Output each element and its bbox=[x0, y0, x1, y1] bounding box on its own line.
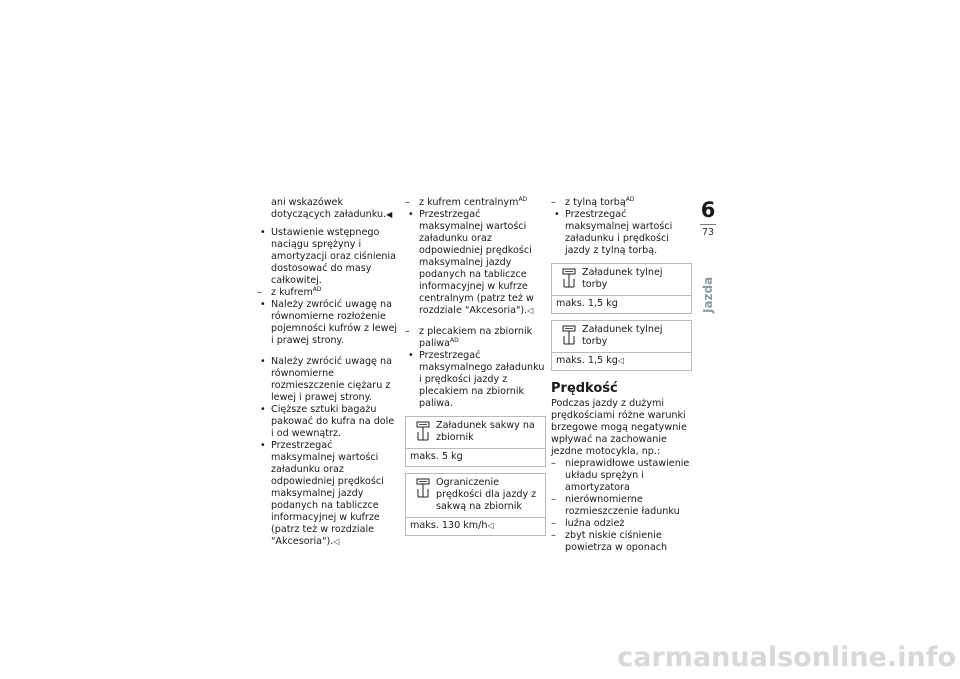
list-item: • Przestrzegać maksymalnej wartości załadunku oraz odpowiedniej prędkości maksymalnej jazdy podanych na tabliczce informacyjnej w kufrze centralnym (patrz też w rozdziale "Akcesoria").◁ bbox=[408, 209, 534, 316]
chapter-tab bbox=[697, 197, 719, 238]
list-item: – z tylną torbą$^{AD}$ bbox=[551, 195, 635, 208]
bullet-icon: • bbox=[260, 227, 266, 238]
bullet-icon: • bbox=[260, 440, 266, 451]
spec-box-value: maks. 1,5 kg◁ bbox=[552, 352, 691, 370]
bullet-icon: • bbox=[260, 299, 266, 310]
column-3 bbox=[551, 197, 692, 554]
dash-icon: – bbox=[551, 494, 556, 505]
dash-icon: – bbox=[551, 518, 556, 529]
watermark: carmanualsonline.info bbox=[617, 642, 956, 673]
divider bbox=[700, 224, 716, 225]
dash-icon: – bbox=[405, 197, 410, 208]
page-number: 73 bbox=[701, 227, 715, 238]
end-mark-icon: ◀ bbox=[386, 210, 393, 219]
weight-icon bbox=[415, 421, 431, 443]
list-item: • Ustawienie wstępnego naciągu sprężyny i amortyzacji oraz ciśnienia dostosować do masy całkowitej. bbox=[260, 227, 397, 286]
list-item: – nierównomierne rozmieszczenie ładunku bbox=[551, 494, 680, 517]
section-label bbox=[700, 245, 716, 315]
spec-box-title: Ograniczenie prędkości dla jazdy z sakwą na zbiornik bbox=[406, 474, 545, 517]
weight-icon bbox=[561, 325, 577, 347]
bullet-icon: • bbox=[260, 404, 266, 415]
weight-icon bbox=[415, 478, 431, 500]
end-mark-open-icon: ◁ bbox=[487, 521, 494, 530]
weight-icon bbox=[561, 268, 577, 290]
dash-icon: – bbox=[551, 458, 556, 469]
bullet-icon: • bbox=[408, 350, 414, 361]
dash-icon: – bbox=[257, 287, 262, 298]
list-item: – luźna odzież bbox=[551, 518, 625, 529]
list-item: – z kufrem centralnym$^{AD}$ bbox=[405, 195, 528, 208]
list-item: • Cięższe sztuki bagażu pakować do kufra na dole i od wewnątrz. bbox=[260, 404, 395, 439]
list-item: • Przestrzegać maksymalnej wartości załadunku i prędkości jazdy z tylną torbą. bbox=[554, 209, 673, 256]
list-item: • Przestrzegać maksymalnego załadunku i prędkości jazdy z plecakiem na zbiornik paliwa. bbox=[408, 350, 545, 409]
list-item: • Należy zwrócić uwagę na równomierne rozłożenie pojemności kufrów z lewej i prawej strony. bbox=[260, 299, 398, 346]
bullet-icon: • bbox=[408, 209, 414, 220]
continued-text: ani wskazówek dotyczących załadunku.◀ bbox=[271, 197, 393, 220]
dash-icon: – bbox=[551, 530, 556, 541]
list-item: – z plecakiem na zbiornik paliwa$^{AD}$ bbox=[405, 326, 533, 349]
spec-box-title: Załadunek sakwy na zbiornik bbox=[406, 417, 545, 448]
chapter-number: 6 bbox=[700, 198, 716, 222]
bullet-icon: • bbox=[260, 356, 266, 367]
spec-box bbox=[551, 320, 692, 371]
list-item: – z kufrem$^{AD}$ bbox=[257, 285, 322, 298]
spec-box-value: maks. 5 kg bbox=[406, 448, 545, 466]
end-mark-open-icon: ◁ bbox=[617, 356, 624, 365]
list-item: • Należy zwrócić uwagę na równomierne rozmieszczenie ciężaru z lewej i prawej strony. bbox=[260, 356, 392, 403]
dash-icon: – bbox=[405, 326, 410, 337]
dash-icon: – bbox=[551, 197, 556, 208]
spec-box bbox=[405, 473, 546, 536]
section-label-text: Jazda bbox=[701, 276, 715, 313]
end-mark-open-icon: ◁ bbox=[333, 537, 340, 546]
spec-box bbox=[405, 416, 546, 467]
list-item: – zbyt niskie ciśnienie powietrza w oponach bbox=[551, 530, 668, 553]
list-item: • Przestrzegać maksymalnej wartości załadunku oraz odpowiedniej prędkości maksymalnej jazdy podanych na tabliczce informacyjnej w kufrze (patrz też w rozdziale "Akcesoria").◁ bbox=[260, 440, 384, 547]
section-heading: Prędkość bbox=[551, 381, 618, 396]
list-item: – nieprawidłowe ustawienie układu sprężyn i amortyzatora bbox=[551, 458, 690, 493]
column-2 bbox=[405, 197, 546, 536]
paragraph: Podczas jazdy z dużymi prędkościami różne warunki brzegowe mogą negatywnie wpływać na zachowanie jezdne motocykla, np.: bbox=[551, 398, 687, 457]
bullet-icon: • bbox=[554, 209, 560, 220]
end-mark-open-icon: ◁ bbox=[527, 306, 534, 315]
spec-box-title: Załadunek tylnej torby bbox=[552, 264, 691, 295]
spec-box-value: maks. 130 km/h◁ bbox=[406, 517, 545, 535]
spec-box-value: maks. 1,5 kg bbox=[552, 295, 691, 313]
column-1 bbox=[257, 197, 399, 548]
spec-box bbox=[551, 263, 692, 314]
spec-box-title: Załadunek tylnej torby bbox=[552, 321, 691, 352]
